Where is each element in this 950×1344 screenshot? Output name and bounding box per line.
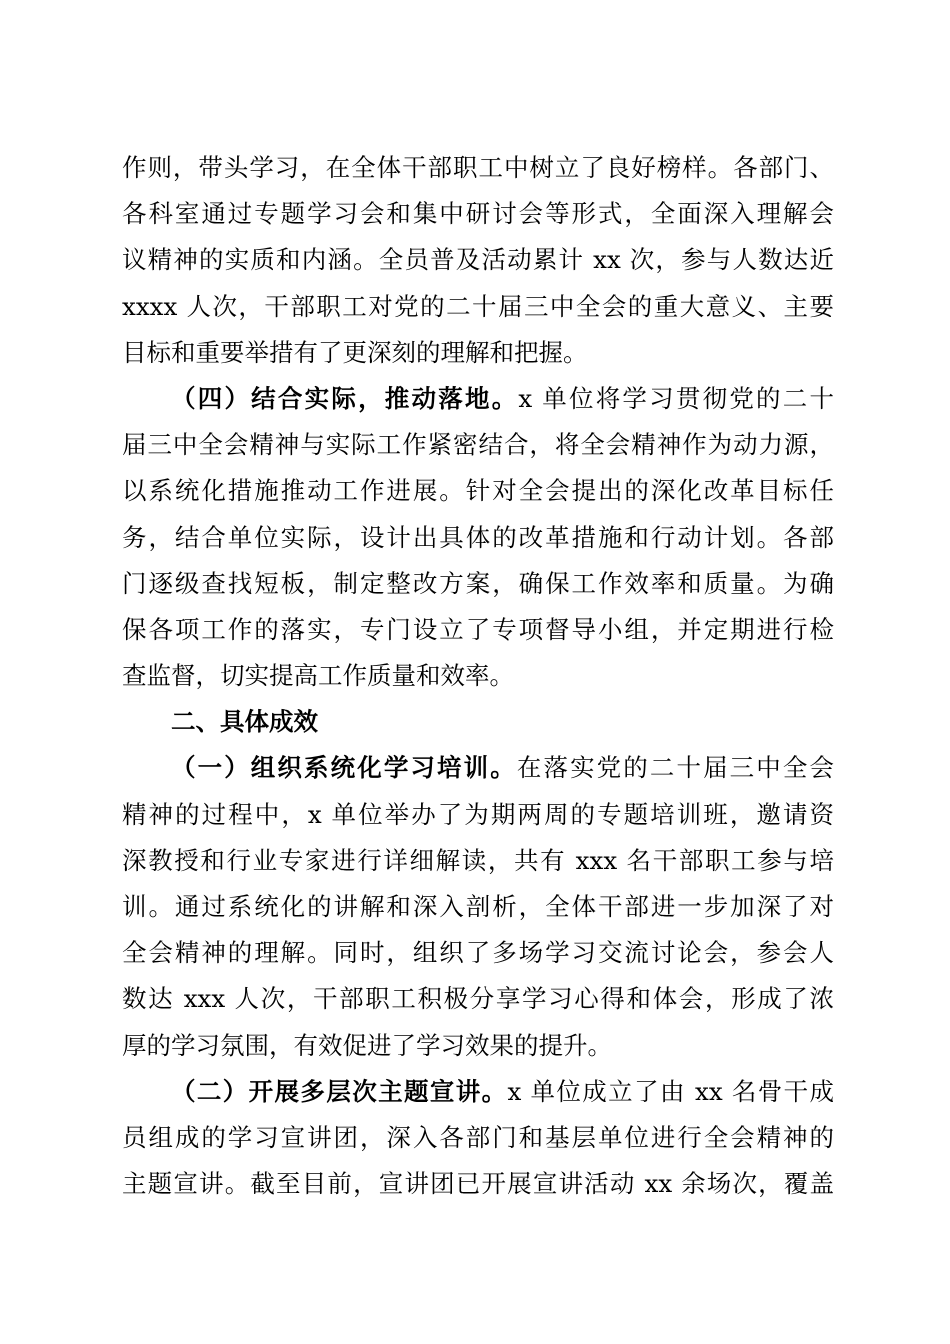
text-line: 深教授和行业专家进行详细解读，共有 xxx 名干部职工参与培: [122, 845, 834, 875]
text-segment: x 单位成立了由 xx 名骨干成: [507, 1076, 834, 1106]
section-lead-4: （四）结合实际，推动落地。: [171, 383, 519, 413]
heading-2: 二、具体成效: [171, 707, 318, 737]
section-lead-2: （二）开展多层次主题宣讲。: [171, 1076, 508, 1106]
paragraph-2: [122, 376, 834, 699]
paragraph-3: [122, 745, 834, 1068]
text-line: 员组成的学习宣讲团，深入各部门和基层单位进行全会精神的: [122, 1122, 834, 1152]
text-line: 议精神的实质和内涵。全员普及活动累计 xx 次，参与人数达近: [122, 245, 834, 275]
text-line: 以系统化措施推动工作进展。针对全会提出的深化改革目标任: [122, 476, 834, 506]
text-line: [122, 745, 834, 791]
document-page: [122, 145, 834, 1207]
text-line: 厚的学习氛围，有效促进了学习效果的提升。: [122, 1030, 612, 1060]
text-line: 全会精神的理解。同时，组织了多场学习交流讨论会，参会人: [122, 938, 834, 968]
text-line: [122, 376, 834, 422]
text-line: 精神的过程中，x 单位举办了为期两周的专题培训班，邀请资: [122, 799, 834, 829]
text-line: 门逐级查找短板，制定整改方案，确保工作效率和质量。为确: [122, 568, 834, 598]
section-lead-1: （一）组织系统化学习培训。: [171, 753, 517, 783]
text-segment: 在落实党的二十届三中全会: [516, 753, 834, 783]
section-heading: [122, 699, 834, 745]
text-line: 各科室通过专题学习会和集中研讨会等形式，全面深入理解会: [122, 199, 834, 229]
text-line: 务，结合单位实际，设计出具体的改革措施和行动计划。各部: [122, 522, 834, 552]
text-line: 查监督，切实提高工作质量和效率。: [122, 661, 514, 691]
text-line: 训。通过系统化的讲解和深入剖析，全体干部进一步加深了对: [122, 892, 834, 921]
text-line: xxxx 人次，干部职工对党的二十届三中全会的重大意义、主要: [122, 291, 834, 321]
text-line: 作则，带头学习，在全体干部职工中树立了良好榜样。各部门、: [122, 153, 834, 182]
text-line: 目标和重要举措有了更深刻的理解和把握。: [122, 337, 588, 367]
paragraph-4: [122, 1069, 834, 1208]
text-segment: x 单位将学习贯彻党的二十: [518, 383, 834, 413]
text-line: 主题宣讲。截至目前，宣讲团已开展宣讲活动 xx 余场次，覆盖: [122, 1169, 834, 1199]
text-line: 数达 xxx 人次，干部职工积极分享学习心得和体会，形成了浓: [122, 984, 834, 1014]
text-line: 届三中全会精神与实际工作紧密结合，将全会精神作为动力源，: [122, 430, 834, 460]
paragraph-1: [122, 145, 834, 376]
text-line: [122, 1069, 834, 1115]
text-line: 保各项工作的落实，专门设立了专项督导小组，并定期进行检: [122, 614, 834, 644]
